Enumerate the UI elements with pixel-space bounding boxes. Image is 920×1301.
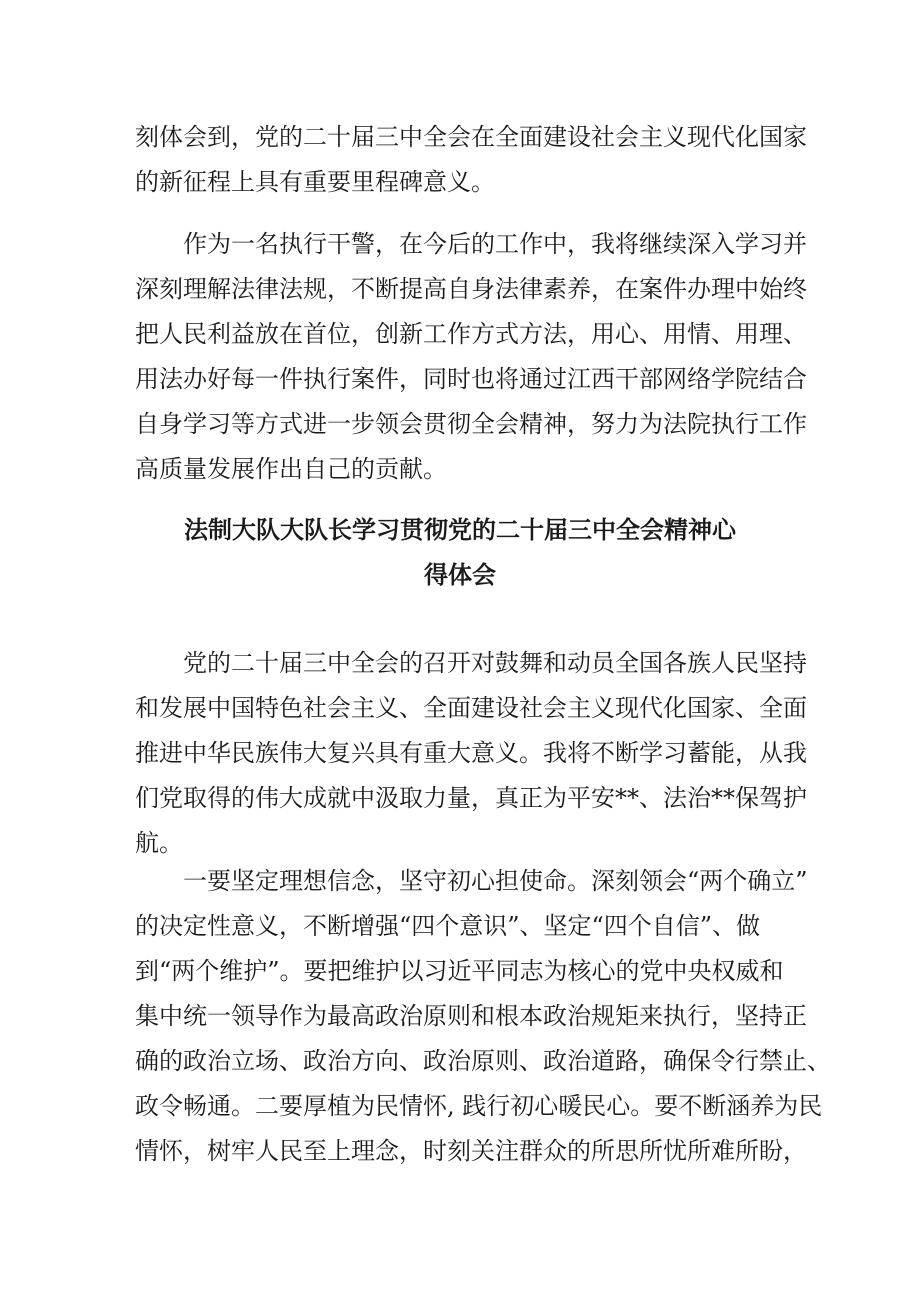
document-title-continued: 得体会 (424, 561, 496, 589)
paragraph-line: 的新征程上具有重要里程碑意义。 (135, 168, 495, 196)
paragraph-line: 作为一名执行干警，在今后的工作中，我将继续深入学习并 (183, 230, 807, 258)
document-title: 法制大队大队长学习贯彻党的二十届三中全会精神心 (184, 516, 736, 544)
paragraph-line: 用法办好每一件执行案件，同时也将通过江西干部网络学院结合 (135, 365, 807, 393)
paragraph-line: 和发展中国特色社会主义、全面建设社会主义现代化国家、全面 (135, 694, 807, 722)
paragraph-line: 政令畅通。二要厚植为民情怀, 践行初心暖民心。要不断涵养为民 (135, 1092, 823, 1120)
paragraph-line: 的决定性意义，不断增强“四个意识”、坚定“四个自信”、做 (135, 912, 761, 940)
paragraph-line: 高质量发展作出自己的贡献。 (135, 455, 447, 483)
paragraph-line: 党的二十届三中全会的召开对鼓舞和动员全国各族人民坚持 (183, 649, 807, 677)
paragraph-line: 确的政治立场、政治方向、政治原则、政治道路，确保令行禁止、 (135, 1047, 831, 1075)
paragraph-line: 自身学习等方式进一步领会贯彻全会精神，努力为法院执行工作 (135, 410, 807, 438)
paragraph-line: 到“两个维护”。要把维护以习近平同志为核心的党中央权威和 (135, 957, 784, 985)
paragraph-line: 们党取得的伟大成就中汲取力量，真正为平安**、法治**保驾护 (135, 784, 807, 812)
paragraph-line: 把人民利益放在首位，创新工作方式方法，用心、用情、用理、 (135, 320, 807, 348)
paragraph-line: 航。 (135, 829, 183, 857)
paragraph-line: 一要坚定理想信念，坚守初心担使命。深刻领会“两个确立” (183, 867, 808, 895)
paragraph-line: 刻体会到，党的二十届三中全会在全面建设社会主义现代化国家 (135, 123, 807, 151)
paragraph-line: 情怀，树牢人民至上理念，时刻关注群众的所思所忧所难所盼， (135, 1137, 807, 1165)
paragraph-line: 推进中华民族伟大复兴具有重大意义。我将不断学习蓄能，从我 (135, 739, 807, 767)
paragraph-line: 深刻理解法律法规，不断提高自身法律素养，在案件办理中始终 (135, 275, 807, 303)
paragraph-line: 集中统一领导作为最高政治原则和根本政治规矩来执行，坚持正 (135, 1002, 807, 1030)
